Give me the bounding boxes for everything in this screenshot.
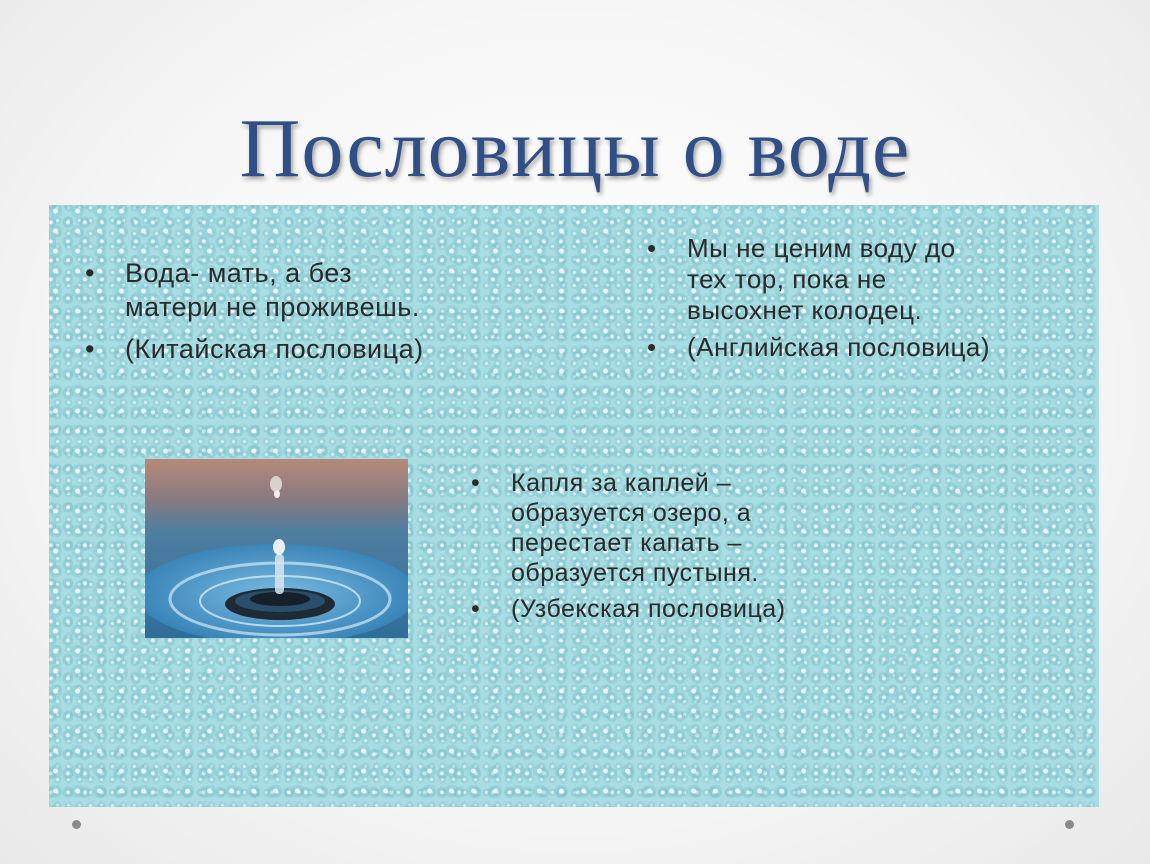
- proverb-line: образуется озеро, а: [511, 499, 752, 527]
- proverb-line: • Капля за каплей –: [511, 469, 732, 497]
- proverb-text: [687, 233, 990, 326]
- proverb-line: • Мы не ценим воду до: [687, 233, 956, 263]
- slide-title: Пословицы о воде: [239, 102, 911, 195]
- proverb-source: • (Узбекская пословица): [511, 594, 786, 624]
- proverb-uzbek: [511, 468, 786, 624]
- proverb-source: • (Китайская пословица): [125, 332, 424, 366]
- proverb-line: перестает капать –: [511, 529, 742, 557]
- proverb-english: [687, 233, 990, 363]
- proverb-chinese: [125, 256, 424, 366]
- proverb-line: матери не проживешь.: [125, 292, 420, 322]
- proverb-line: тех тор, пока не: [687, 264, 887, 294]
- water-drop-photo: [145, 459, 408, 638]
- decorative-dot-left: [72, 820, 81, 829]
- proverb-line: • Вода- мать, а без: [125, 258, 353, 288]
- proverb-text: [511, 468, 786, 588]
- proverb-line: высохнет колодец.: [687, 295, 923, 325]
- proverb-text: [125, 256, 424, 324]
- decorative-dot-right: [1065, 820, 1074, 829]
- proverb-source: • (Английская пословица): [687, 332, 990, 363]
- proverb-line: образуется пустыня.: [511, 559, 759, 587]
